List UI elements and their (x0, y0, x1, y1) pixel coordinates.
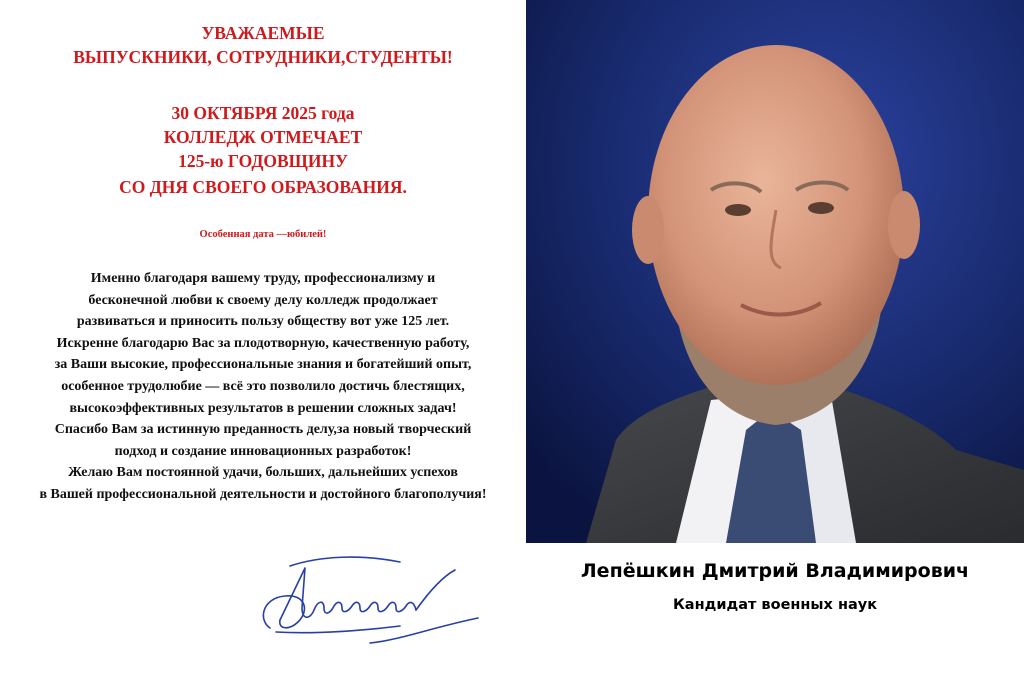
greeting-line-2: ВЫПУСКНИКИ, СОТРУДНИКИ,СТУДЕНТЫ! (73, 47, 453, 67)
portrait-photo (526, 0, 1024, 543)
body-line: в Вашей профессиональной деятельности и достойного благополучия! (39, 486, 487, 502)
body-line: подход и создание инновационных разработок! (114, 443, 412, 459)
body-line: за Ваши высокие, профессиональные знания и богатейший опыт, (54, 357, 472, 373)
announcement-line-4: СО ДНЯ СВОЕГО ОБРАЗОВАНИЯ. (119, 177, 407, 197)
body-line: высокоэффективных результатов в решении сложных задач! (69, 400, 457, 416)
person-title: Кандидат военных наук (672, 597, 878, 613)
announcement-line-2: КОЛЛЕДЖ ОТМЕЧАЕТ (163, 127, 363, 147)
special-date-note: Особенная дата —юбилей! (199, 229, 327, 240)
body-line: Желаю Вам постоянной удачи, больших, дальнейших успехов (68, 465, 458, 481)
body-line: Спасибо Вам за истинную преданность делу,за новый творческий (54, 422, 472, 438)
greeting-line-1: УВАЖАЕМЫЕ (201, 23, 325, 43)
body-line: бесконечной любви к своему делу колледж продолжает (88, 292, 438, 308)
body-line: особенное трудолюбие — всё это позволило достичь блестящих, (61, 378, 465, 394)
body-line: развиваться и приносить пользу обществу вот уже 125 лет. (76, 314, 450, 330)
person-name: Лепёшкин Дмитрий Владимирович (580, 560, 970, 582)
body-line: Именно благодаря вашему труду, профессионализму и (90, 271, 436, 286)
date-line: 30 ОКТЯБРЯ 2025 года (171, 103, 355, 123)
letter-body (0, 268, 526, 506)
signature-icon (250, 548, 490, 656)
body-line: Искренне благодарю Вас за плодотворную, качественную работу, (56, 335, 470, 351)
announcement-line-3: 125-ю ГОДОВЩИНУ (178, 151, 348, 171)
